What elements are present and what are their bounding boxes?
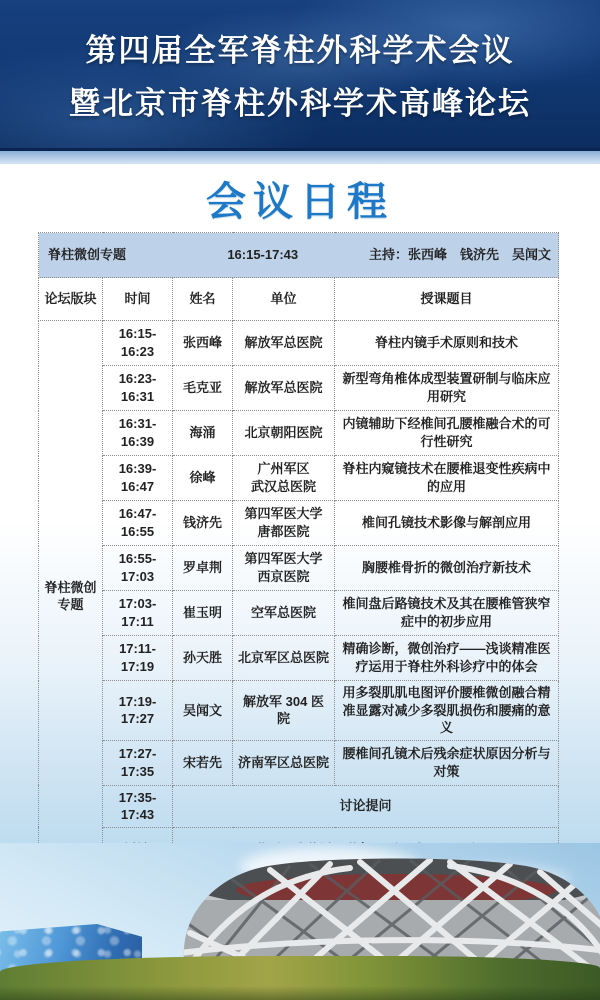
topic-cell: 精确诊断，微创治疗——浅谈精准医疗运用于脊柱外科诊疗中的体会 — [335, 636, 559, 681]
qa-content-cell: 讨论提问 — [173, 785, 559, 827]
section-label-cell: 脊柱微创专题 — [39, 321, 103, 873]
table-row — [39, 591, 559, 636]
grass-shadow — [0, 986, 600, 1000]
topic-cell: 腰椎间孔镜术后残余症状原因分析与对策 — [335, 740, 559, 785]
table-row — [39, 636, 559, 681]
table-header-row — [39, 278, 559, 321]
topic-cell: 新型弯角椎体成型装置研制与临床应用研究 — [335, 366, 559, 411]
topic-cell: 椎间盘后路镜技术及其在腰椎管狭窄症中的初步应用 — [335, 591, 559, 636]
unit-cell: 第四军医大学 唐都医院 — [233, 501, 335, 546]
unit-cell: 解放军 304 医院 — [233, 681, 335, 741]
topic-cell: 用多裂肌肌电图评价腰椎微创融合精准显露对减少多裂肌损伤和腰痛的意义 — [335, 681, 559, 741]
topic-cell: 椎间孔镜技术影像与解剖应用 — [335, 501, 559, 546]
name-cell: 孙天胜 — [173, 636, 233, 681]
unit-cell: 解放军总医院 — [233, 366, 335, 411]
host-names: 张西峰 钱济先 吴闻文 — [408, 247, 552, 263]
column-header-topic: 授课题目 — [335, 278, 559, 321]
name-cell: 吴闻文 — [173, 681, 233, 741]
banner-bottom-strip — [0, 151, 600, 164]
unit-cell: 北京军区总医院 — [233, 636, 335, 681]
unit-cell: 北京朝阳医院 — [233, 411, 335, 456]
table-row — [39, 321, 559, 366]
session-band — [44, 246, 553, 264]
host-label: 主持： — [369, 247, 409, 263]
time-cell: 17:11-17:19 — [103, 636, 173, 681]
column-header-time: 时间 — [103, 278, 173, 321]
time-cell: 16:23-16:31 — [103, 366, 173, 411]
time-cell: 17:35-17:43 — [103, 785, 173, 827]
name-cell: 徐峰 — [173, 456, 233, 501]
unit-cell: 第四军医大学 西京医院 — [233, 546, 335, 591]
time-cell: 16:39-16:47 — [103, 456, 173, 501]
page-title: 会议日程 — [206, 180, 394, 224]
time-cell: 17:27-17:35 — [103, 740, 173, 785]
table-row — [39, 681, 559, 741]
time-cell: 16:31-16:39 — [103, 411, 173, 456]
session-hosts — [324, 246, 553, 264]
topic-cell: 脊柱内窥镜技术在腰椎退变性疾病中的应用 — [335, 456, 559, 501]
time-cell: 17:19-17:27 — [103, 681, 173, 741]
table-row — [39, 411, 559, 456]
table-row — [39, 501, 559, 546]
time-cell: 17:03-17:11 — [103, 591, 173, 636]
time-cell: 16:47-16:55 — [103, 501, 173, 546]
unit-cell: 解放军总医院 — [233, 321, 335, 366]
name-cell: 罗卓荆 — [173, 546, 233, 591]
name-cell: 张西峰 — [173, 321, 233, 366]
name-cell: 宋若先 — [173, 740, 233, 785]
time-cell: 16:55-17:03 — [103, 546, 173, 591]
unit-cell: 济南军区总医院 — [233, 740, 335, 785]
table-row — [39, 740, 559, 785]
session-band-row — [39, 233, 559, 278]
unit-cell: 广州军区 武汉总医院 — [233, 456, 335, 501]
schedule-table — [38, 232, 559, 873]
qa-row — [39, 785, 559, 827]
column-header-name: 姓名 — [173, 278, 233, 321]
name-cell: 钱济先 — [173, 501, 233, 546]
name-cell: 崔玉明 — [173, 591, 233, 636]
topic-cell: 脊柱内镜手术原则和技术 — [335, 321, 559, 366]
venue-photo — [0, 843, 600, 1000]
session-name: 脊柱微创专题 — [48, 247, 127, 263]
table-row — [39, 456, 559, 501]
column-header-section: 论坛版块 — [39, 278, 103, 321]
conference-title-line2: 暨北京市脊柱外科学术高峰论坛 — [69, 86, 531, 121]
topic-cell: 胸腰椎骨折的微创治疗新技术 — [335, 546, 559, 591]
unit-cell: 空军总医院 — [233, 591, 335, 636]
session-band-cell — [39, 233, 559, 278]
conference-title-banner — [0, 0, 600, 151]
session-time-range: 16:15-17:43 — [227, 247, 299, 263]
conference-title-line1: 第四届全军脊柱外科学术会议 — [85, 33, 515, 68]
name-cell: 毛克亚 — [173, 366, 233, 411]
table-row — [39, 546, 559, 591]
table-row — [39, 366, 559, 411]
topic-cell: 内镜辅助下经椎间孔腰椎融合术的可行性研究 — [335, 411, 559, 456]
name-cell: 海涌 — [173, 411, 233, 456]
column-header-unit: 单位 — [233, 278, 335, 321]
time-cell: 16:15-16:23 — [103, 321, 173, 366]
